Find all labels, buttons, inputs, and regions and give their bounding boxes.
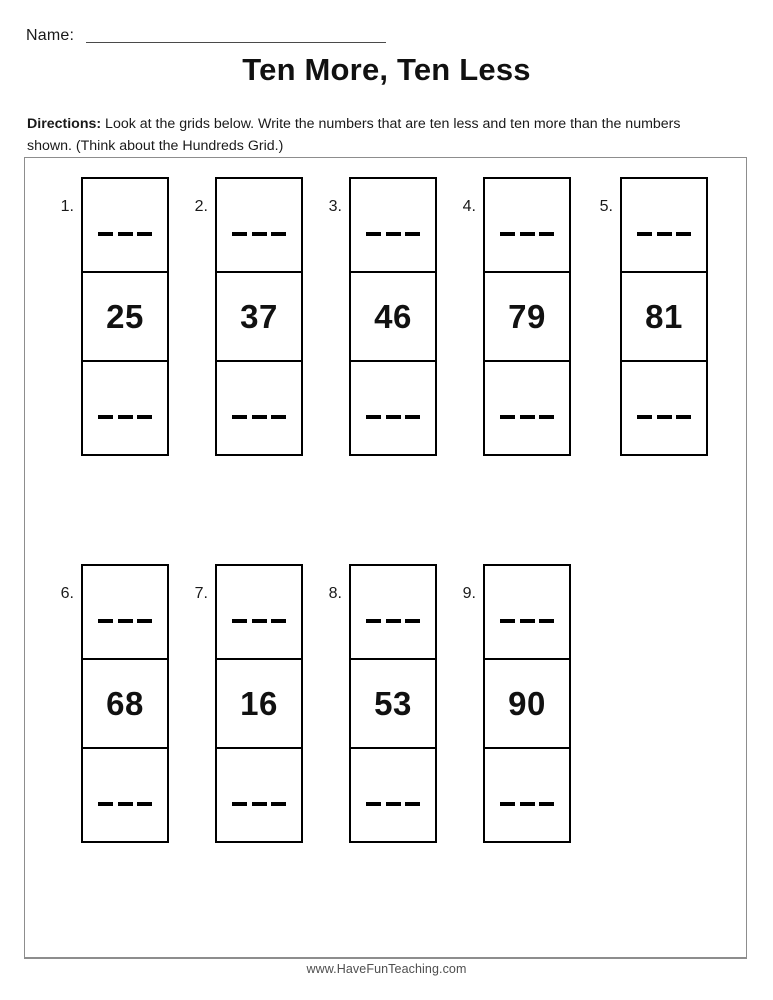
answer-dash-icon [500, 415, 554, 419]
ten-less-answer-cell[interactable] [351, 566, 435, 658]
given-number: 16 [240, 685, 278, 722]
given-number: 79 [508, 298, 546, 335]
problem-number: 3. [328, 198, 342, 215]
given-number-cell [485, 271, 569, 363]
ten-less-answer-cell[interactable] [351, 179, 435, 271]
ten-more-answer-cell[interactable] [217, 749, 301, 841]
given-number: 90 [508, 685, 546, 722]
page-title: Ten More, Ten Less [242, 52, 531, 87]
answer-dash-icon [366, 232, 420, 236]
directions [27, 114, 727, 157]
ten-less-answer-cell[interactable] [83, 179, 167, 271]
answer-dash-icon [98, 802, 152, 806]
ten-frame-grid [215, 177, 303, 456]
footer-divider [24, 958, 747, 959]
answer-dash-icon [366, 415, 420, 419]
problem-number: 6. [60, 585, 74, 602]
given-number: 68 [106, 685, 144, 722]
problem-number: 1. [60, 198, 74, 215]
answer-dash-icon [637, 232, 691, 236]
problem-row-2 [25, 564, 748, 844]
problem-number: 9. [462, 585, 476, 602]
given-number: 81 [645, 298, 683, 335]
ten-more-answer-cell[interactable] [351, 749, 435, 841]
directions-text: Look at the grids below. Write the numbers that are ten less and ten more than the numbers shown. (Think about the Hundreds Grid.) [27, 116, 681, 154]
name-input-line[interactable] [86, 42, 386, 43]
answer-dash-icon [500, 619, 554, 623]
problem-number: 4. [462, 198, 476, 215]
given-number-cell [83, 271, 167, 363]
problem-number: 2. [194, 198, 208, 215]
answer-dash-icon [637, 415, 691, 419]
ten-more-answer-cell[interactable] [83, 362, 167, 454]
ten-more-answer-cell[interactable] [217, 362, 301, 454]
given-number: 25 [106, 298, 144, 335]
ten-more-answer-cell[interactable] [83, 749, 167, 841]
answer-dash-icon [232, 619, 286, 623]
ten-more-answer-cell[interactable] [351, 362, 435, 454]
ten-less-answer-cell[interactable] [485, 179, 569, 271]
worksheet-frame [24, 157, 747, 958]
ten-frame-grid [81, 177, 169, 456]
given-number-cell [217, 271, 301, 363]
ten-more-answer-cell[interactable] [485, 362, 569, 454]
ten-more-answer-cell[interactable] [485, 749, 569, 841]
problem-number: 7. [194, 585, 208, 602]
ten-less-answer-cell[interactable] [622, 179, 706, 271]
ten-frame-grid [215, 564, 303, 843]
given-number: 37 [240, 298, 278, 335]
answer-dash-icon [98, 415, 152, 419]
answer-dash-icon [98, 619, 152, 623]
name-label: Name: [26, 27, 75, 44]
ten-frame-grid [483, 564, 571, 843]
directions-label: Directions: [27, 116, 102, 132]
ten-frame-grid [81, 564, 169, 843]
given-number: 46 [374, 298, 412, 335]
footer-url: www.HaveFunTeaching.com [306, 962, 467, 976]
given-number-cell [351, 271, 435, 363]
answer-dash-icon [232, 802, 286, 806]
ten-more-answer-cell[interactable] [622, 362, 706, 454]
name-row [26, 20, 426, 46]
ten-less-answer-cell[interactable] [83, 566, 167, 658]
ten-less-answer-cell[interactable] [217, 566, 301, 658]
given-number: 53 [374, 685, 412, 722]
answer-dash-icon [232, 415, 286, 419]
problem-row-1 [25, 177, 748, 457]
answer-dash-icon [500, 232, 554, 236]
ten-less-answer-cell[interactable] [217, 179, 301, 271]
given-number-cell [83, 658, 167, 750]
given-number-cell [351, 658, 435, 750]
ten-frame-grid [349, 564, 437, 843]
ten-less-answer-cell[interactable] [485, 566, 569, 658]
given-number-cell [485, 658, 569, 750]
problem-number: 5. [599, 198, 613, 215]
ten-frame-grid [620, 177, 708, 456]
ten-frame-grid [483, 177, 571, 456]
answer-dash-icon [366, 802, 420, 806]
answer-dash-icon [366, 619, 420, 623]
ten-frame-grid [349, 177, 437, 456]
given-number-cell [217, 658, 301, 750]
given-number-cell [622, 271, 706, 363]
answer-dash-icon [500, 802, 554, 806]
answer-dash-icon [232, 232, 286, 236]
answer-dash-icon [98, 232, 152, 236]
problem-number: 8. [328, 585, 342, 602]
